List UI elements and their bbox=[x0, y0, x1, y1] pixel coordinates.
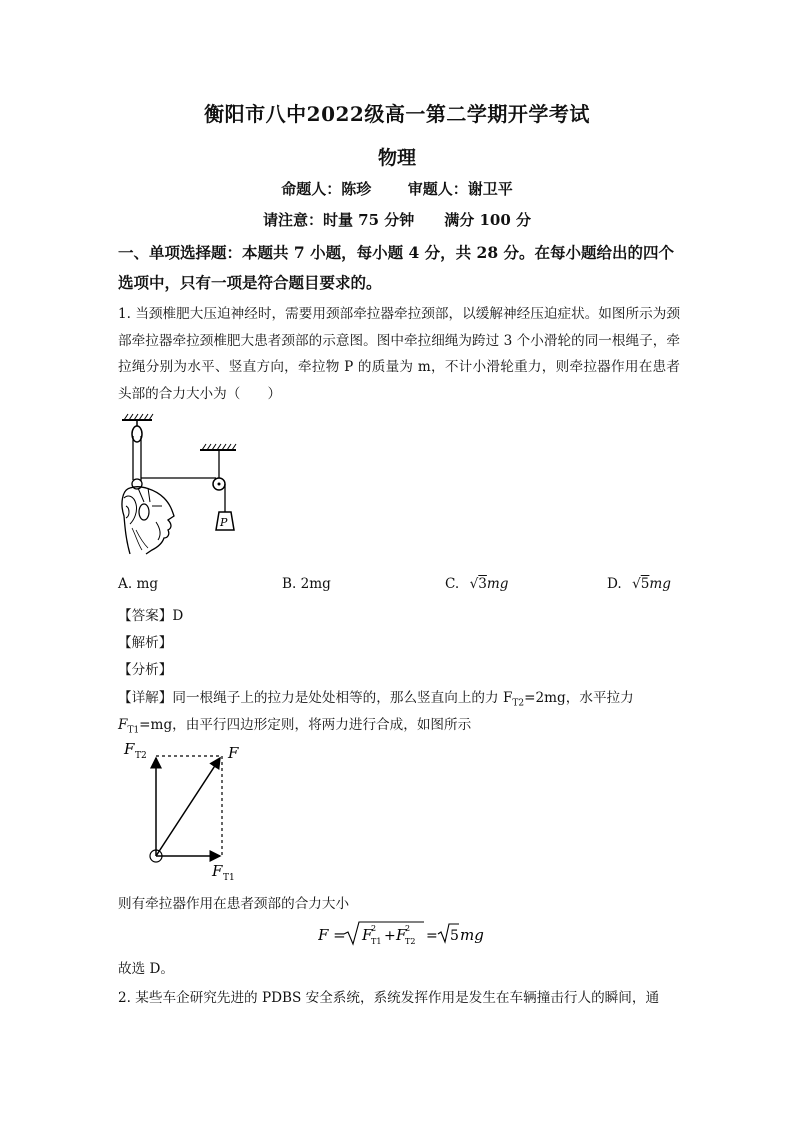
traction-figure bbox=[116, 412, 246, 562]
conclusion-line: 则有牵拉器作用在患者颈部的合力大小 bbox=[118, 896, 350, 912]
label-ft2-sub: T2 bbox=[135, 751, 147, 761]
label-f: F bbox=[228, 744, 239, 762]
option-b-text: B. 2mg bbox=[282, 576, 331, 592]
notice-line: 请注意：时量 75 分钟 满分 100 分 bbox=[262, 211, 532, 229]
formula-f2: F bbox=[396, 926, 407, 944]
vector-diagram bbox=[118, 740, 258, 885]
formula-mg: mg bbox=[460, 926, 484, 944]
detail-text-1: 【详解】同一根绳子上的拉力是处处相等的，那么竖直向上的力 F bbox=[118, 690, 513, 706]
detail-sub-1: T2 bbox=[512, 698, 525, 709]
analysis-heading: 【解析】 bbox=[118, 635, 173, 651]
option-d-radical: √5 bbox=[632, 576, 650, 592]
option-d-label: D. bbox=[607, 576, 622, 592]
question-1-stem: 1. 当颈椎肥大压迫神经时，需要用颈部牵拉器牵拉颈部，以缓解神经压迫症状。如图所示为颈部牵拉器牵拉颈椎肥大患者颈部的示意图。图中牵拉细绳为跨过 3 个小滑轮的同一根绳子，牵拉绳分别为水平、竖直方向，牵拉物 P 的质量为 m，不计小滑轮重力，则牵拉器作用在患者头部的合力大小为（ ） bbox=[118, 306, 680, 402]
formula-rad5: 5 bbox=[450, 928, 459, 944]
option-d-radicand: 5 bbox=[640, 576, 650, 592]
option-d-unit: mg bbox=[649, 576, 671, 592]
detail-line-1 bbox=[118, 686, 634, 709]
option-c-unit: mg bbox=[486, 576, 509, 592]
author: 命题人：陈珍 bbox=[281, 180, 372, 198]
formula-lhs: F = bbox=[318, 926, 346, 944]
formula-f1: F bbox=[362, 926, 373, 944]
detail-text-2b: =mg，由平行四边形定则，将两力进行合成，如图所示 bbox=[139, 717, 472, 733]
detail-text-1b: =2mg，水平拉力 bbox=[524, 690, 634, 706]
label-ft1: F bbox=[212, 862, 223, 880]
option-c-label: C. bbox=[445, 576, 460, 592]
result-formula bbox=[318, 918, 488, 950]
option-b[interactable] bbox=[282, 576, 331, 592]
formula-sq1: 2 bbox=[371, 924, 377, 933]
author-line bbox=[0, 178, 794, 199]
analysis-sub-heading: 【分析】 bbox=[118, 662, 173, 678]
label-ft2: F bbox=[124, 740, 135, 758]
label-ft1-sub: T1 bbox=[223, 873, 235, 883]
weight-label: P bbox=[220, 516, 228, 529]
option-a[interactable] bbox=[118, 576, 158, 592]
exam-title: 衡阳市八中2022级高一第二学期开学考试 bbox=[204, 102, 590, 126]
formula-eq: = bbox=[426, 928, 438, 944]
option-d[interactable] bbox=[607, 576, 671, 592]
reviewer: 审题人：谢卫平 bbox=[407, 180, 513, 198]
option-c[interactable] bbox=[445, 576, 509, 592]
subject-title: 物理 bbox=[377, 147, 416, 169]
detail-sub-2: T1 bbox=[127, 725, 140, 736]
option-c-radical: √3 bbox=[469, 576, 487, 592]
answer-line: 【答案】D bbox=[118, 608, 184, 624]
formula-sq2: 2 bbox=[405, 924, 411, 933]
detail-line-2 bbox=[118, 713, 471, 736]
detail-text-2a: F bbox=[118, 717, 128, 733]
formula-plus: + bbox=[384, 928, 396, 944]
option-c-radicand: 3 bbox=[478, 576, 487, 592]
section-heading: 一、单项选择题：本题共 7 小题，每小题 4 分，共 28 分。在每小题给出的四个选项中，只有一项是符合题目要求的。 bbox=[118, 243, 675, 292]
formula-t2: T2 bbox=[405, 937, 416, 946]
formula-t1: T1 bbox=[371, 937, 382, 946]
option-a-text: A. mg bbox=[118, 576, 159, 592]
choice-line: 故选 D。 bbox=[118, 961, 175, 977]
question-2-stem: 2. 某些车企研究先进的 PDBS 安全系统，系统发挥作用是发生在车辆撞击行人的瞬间，通 bbox=[118, 990, 660, 1006]
